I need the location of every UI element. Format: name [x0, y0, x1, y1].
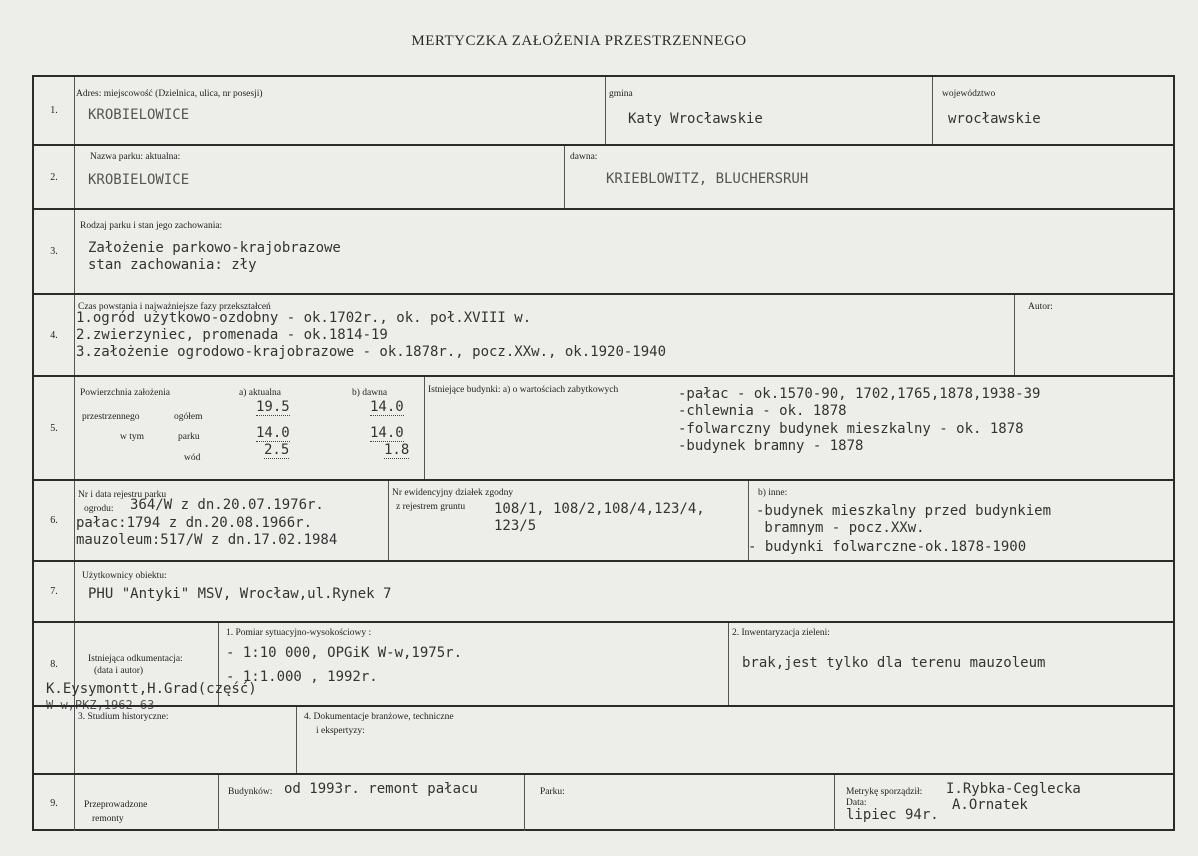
park-former-value: 14.0 — [370, 425, 404, 441]
former-name-value: KRIEBLOWITZ, BLUCHERSRUH — [606, 171, 809, 187]
buildings-label: Istniejące budynki: a) o wartościach zabytkowych — [428, 385, 619, 395]
documentation-author-2: W-w,PKZ,1962-63 — [46, 698, 155, 712]
register-sub-label: ogrodu: — [84, 504, 114, 514]
gmina-label: gmina — [609, 89, 633, 99]
park-type-line-1: Założenie parkowo-krajobrazowe — [88, 240, 341, 256]
register-line-3: mauzoleum:517/W z dn.17.02.1984 — [76, 532, 338, 548]
area-current-label: a) aktualna — [239, 388, 281, 398]
other-buildings-line-3: - budynki folwarczne-ok.1878-1900 — [748, 539, 1027, 555]
row-register — [34, 479, 1173, 560]
area-former-label: b) dawna — [352, 388, 388, 398]
documentation-author-1: K.Eysymontt,H.Grad(część) — [46, 681, 257, 697]
survey-line-2: - 1:1.000 , 1992r. — [226, 669, 378, 685]
park-type-line-2: stan zachowania: zły — [88, 257, 257, 273]
register-line-2: pałac:1794 z dn.20.08.1966r. — [76, 515, 313, 531]
document-title: MERTYCZKA ZAŁOŻENIA PRZESTRZENNEGO — [411, 33, 747, 49]
row-number: 9. — [34, 775, 75, 831]
row-area-buildings — [34, 375, 1173, 479]
other-buildings-line-1: -budynek mieszkalny przed budynkiem — [756, 503, 1052, 519]
row-number: 5. — [34, 377, 75, 479]
author-label: Autor: — [1028, 302, 1053, 312]
row-renovations — [34, 773, 1173, 831]
register-label: Nr i data rejestru parku — [78, 490, 167, 500]
gmina-value: Katy Wrocławskie — [628, 111, 763, 127]
other-buildings-line-2: bramnym - pocz.XXw. — [756, 520, 925, 536]
park-current-value: 14.0 — [256, 425, 290, 441]
renovations-label: Przeprowadzone — [84, 800, 148, 810]
other-buildings-label: b) inne: — [758, 488, 788, 498]
phases-line-3: 3.założenie ogrodowo-krajobrazowe - ok.1878r., pocz.XXw., ok.1920-1940 — [76, 344, 667, 360]
prepared-by-label: Metrykę sporządził: — [846, 787, 923, 797]
plots-line-2: 123/5 — [494, 518, 537, 534]
users-label: Użytkownicy obiektu: — [82, 571, 167, 581]
row-number: 4. — [34, 295, 75, 375]
survey-label: 1. Pomiar sytuacyjno-wysokościowy : — [226, 628, 372, 638]
row-studies — [34, 705, 1173, 773]
buildings-renovation-value: od 1993r. remont pałacu — [284, 781, 478, 797]
row-number: 2. — [34, 146, 75, 208]
row-users — [34, 560, 1173, 621]
row-number: 7. — [34, 562, 75, 621]
date-value: lipiec 94r. — [846, 807, 939, 823]
former-name-label: dawna: — [570, 152, 598, 162]
phases-label: Czas powstania i najważniejsze fazy przekształceń — [78, 302, 271, 312]
greenery-label: 2. Inwentaryzacja zieleni: — [732, 628, 830, 638]
technical-docs-label: 4. Dokumentacje branżowe, techniczne — [304, 712, 454, 722]
building-line-3: -folwarczny budynek mieszkalny - ok. 1878 — [678, 421, 1024, 437]
prepared-by-value: I.Rybka-Ceglecka — [946, 781, 1081, 797]
prepared-by-value-2: A.Ornatek — [952, 797, 1028, 813]
building-line-1: -pałac - ok.1570-90, 1702,1765,1878,1938-39 — [678, 386, 1041, 402]
park-name-label: Nazwa parku: aktualna: — [90, 152, 181, 162]
area-sub-label: przestrzennego — [82, 412, 140, 422]
park-label: parku — [178, 432, 200, 442]
building-line-4: -budynek bramny - 1878 — [678, 438, 864, 454]
including-label: w tym — [120, 432, 145, 442]
water-label: wód — [184, 453, 201, 463]
address-value: KROBIELOWICE — [88, 107, 190, 123]
technical-docs-sub-label: i ekspertyzy: — [316, 726, 365, 736]
row-park-type — [34, 208, 1173, 293]
documentation-label: Istniejąca odkumentacja: — [88, 654, 183, 664]
documentation-sub-label: (data i autor) — [94, 666, 144, 676]
plots-line-1: 108/1, 108/2,108/4,123/4, — [494, 501, 705, 517]
address-label: Adres: miejscowość (Dzielnica, ulica, nr posesji) — [76, 89, 263, 99]
form-table — [32, 75, 1175, 831]
phases-line-1: 1.ogród użytkowo-ozdobny - ok.1702r., ok. poł.XVIII w. — [76, 310, 532, 326]
total-label: ogółem — [174, 412, 203, 422]
plots-label: Nr ewidencyjny działek zgodny — [392, 488, 514, 498]
row-phases — [34, 293, 1173, 375]
building-line-2: -chlewnia - ok. 1878 — [678, 403, 847, 419]
survey-line-1: - 1:10 000, OPGiK W-w,1975r. — [226, 645, 463, 661]
row-park-name — [34, 144, 1173, 208]
water-former-value: 1.8 — [384, 442, 410, 458]
register-line-1: 364/W z dn.20.07.1976r. — [130, 497, 324, 513]
area-label: Powierzchnia założenia — [80, 388, 170, 398]
date-label: Data: — [846, 798, 867, 808]
row-number — [34, 707, 75, 773]
phases-line-2: 2.zwierzyniec, promenada - ok.1814-19 — [76, 327, 388, 343]
park-name-value: KROBIELOWICE — [88, 172, 190, 188]
users-value: PHU "Antyki" MSV, Wrocław,ul.Rynek 7 — [88, 586, 392, 602]
park-renovation-label: Parku: — [540, 787, 565, 797]
row-number: 1. — [34, 77, 75, 144]
greenery-value: brak,jest tylko dla terenu mauzoleum — [742, 655, 1046, 671]
row-number: 3. — [34, 210, 75, 293]
row-number: 8. — [34, 623, 75, 705]
wojewodztwo-value: wrocławskie — [948, 111, 1041, 127]
buildings-renovation-label: Budynków: — [228, 787, 273, 797]
row-address — [34, 77, 1173, 144]
park-type-label: Rodzaj parku i stan jego zachowania: — [80, 221, 223, 231]
water-current-value: 2.5 — [264, 442, 290, 458]
historical-study-label: 3. Studium historyczne: — [78, 712, 169, 722]
total-former-value: 14.0 — [370, 399, 404, 415]
wojewodztwo-label: województwo — [942, 89, 996, 99]
renovations-sub-label: remonty — [92, 814, 124, 824]
row-number: 6. — [34, 481, 75, 560]
total-current-value: 19.5 — [256, 399, 290, 415]
plots-sub-label: z rejestrem gruntu — [396, 502, 466, 512]
